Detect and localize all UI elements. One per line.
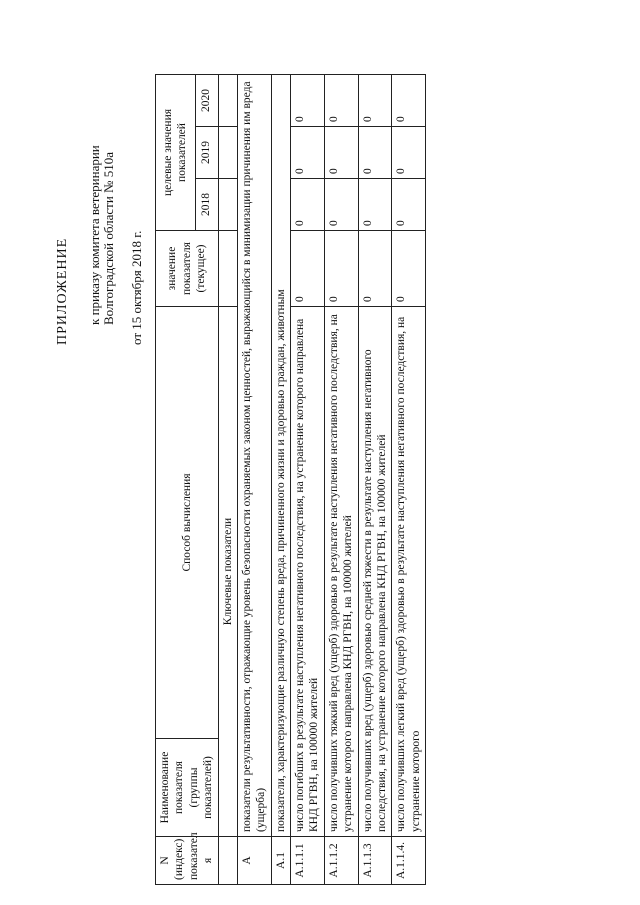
row-index: А.1.1.1 — [291, 837, 325, 885]
order-reference-line2: Волгоградской области № 510а — [101, 152, 116, 325]
group-row-a — [237, 74, 271, 884]
group-a1-text: показатели, характеризующие различную степень вреда, причиненного жизни и здоровью граждан, животным — [271, 74, 290, 836]
year-2019-header: 2019 — [195, 127, 218, 179]
row-current: 0 — [291, 231, 325, 307]
row-name: число получивших тяжкий вред (ущерб) здоровью в результате наступления негативного последствия, на устранение которого направлена КНД РГВН, на 100000 жителей — [324, 307, 358, 837]
row-2018: 0 — [358, 179, 392, 231]
row-name: число погибших в результате наступления негативного последствия, на устранение которого направлена КНД РГВН, на 100000 жителей — [291, 307, 325, 837]
col-index-header: N (индекс) показател я — [156, 837, 219, 885]
group-a-index: А — [237, 837, 271, 885]
row-2019: 0 — [324, 127, 358, 179]
row-index: А.1.1.4. — [392, 837, 426, 885]
table-row — [324, 74, 358, 884]
row-2018: 0 — [324, 179, 358, 231]
table-row — [291, 74, 325, 884]
table-row — [392, 74, 426, 884]
row-name: число получивших легкий вред (ущерб) здоровью в результате наступления негативного последствия, на устранение которого — [392, 307, 426, 837]
section-key-label: Ключевые показатели — [218, 307, 237, 837]
group-row-a1 — [271, 74, 290, 884]
indicators-table-container — [155, 75, 635, 885]
indicators-table — [155, 74, 426, 885]
row-2020: 0 — [392, 74, 426, 126]
row-2020: 0 — [291, 74, 325, 126]
table-row — [358, 74, 392, 884]
col-method-header: Способ вычисления — [156, 307, 219, 739]
row-2018: 0 — [392, 179, 426, 231]
row-current: 0 — [392, 231, 426, 307]
row-name: число получивших вред (ущерб) здоровью средней тяжести в результате наступления негативного последствия, на устранение которого направлена КНД РГВН, на 100000 жителей — [358, 307, 392, 837]
row-2018: 0 — [291, 179, 325, 231]
table-header-row — [156, 74, 196, 884]
row-current: 0 — [358, 231, 392, 307]
col-targets-header: целевые значения показателей — [156, 74, 196, 230]
order-date: от 15 октября 2018 г. — [129, 230, 144, 345]
row-current: 0 — [324, 231, 358, 307]
order-reference-line1: к приказу комитета ветеринарии — [87, 145, 102, 325]
row-2019: 0 — [291, 127, 325, 179]
group-a1-index: А.1 — [271, 837, 290, 885]
year-2020-header: 2020 — [195, 74, 218, 126]
col-current-header: значение показателя (текущее) — [156, 231, 219, 307]
section-key-row — [218, 74, 237, 884]
row-index: А.1.1.3 — [358, 837, 392, 885]
row-2020: 0 — [324, 74, 358, 126]
year-2018-header: 2018 — [195, 179, 218, 231]
row-2019: 0 — [392, 127, 426, 179]
col-name-header: Наименование показателя (группы показателей) — [156, 739, 219, 837]
group-a-text: показатели результативности, отражающие уровень безопасности охраняемых законом ценностей, выражающийся в минимизации причинения им вреда (ущерба) — [237, 74, 271, 836]
row-2020: 0 — [358, 74, 392, 126]
row-2019: 0 — [358, 127, 392, 179]
appendix-title: ПРИЛОЖЕНИЕ — [55, 237, 70, 345]
row-index: А.1.1.2 — [324, 837, 358, 885]
